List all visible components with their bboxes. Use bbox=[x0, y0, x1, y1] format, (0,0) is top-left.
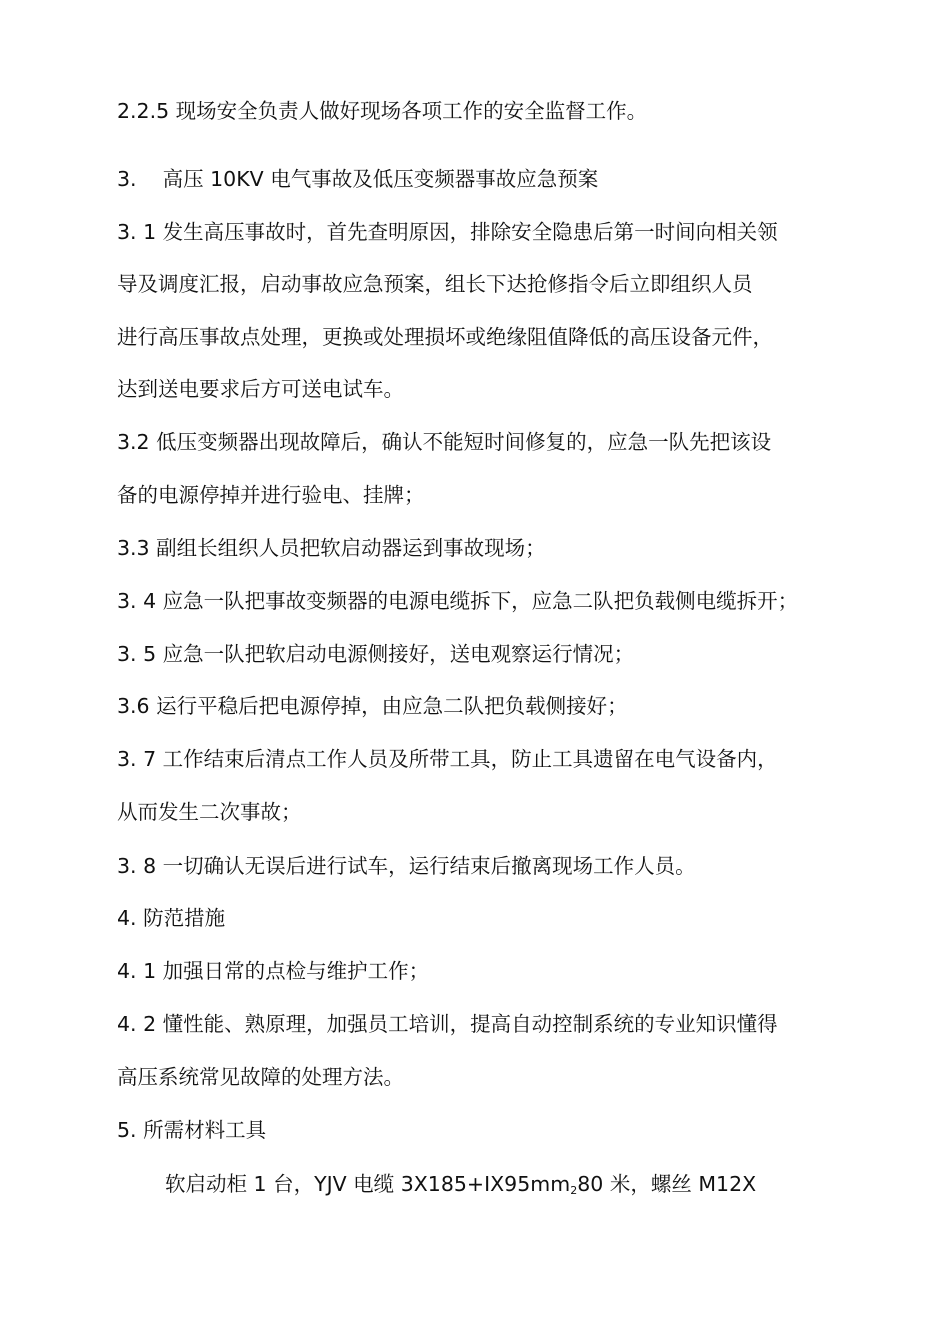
text-line-11: 3. 5 应急一队把软启动电源侧接好，送电观察运行情况； bbox=[117, 642, 635, 666]
section-heading-3: 3. 高压 10KV 电气事故及低压变频器事故应急预案 bbox=[117, 167, 599, 191]
text-line-14: 从而发生二次事故； bbox=[117, 800, 302, 824]
text-line-10: 3. 4 应急一队把事故变频器的电源电缆拆下，应急二队把负载侧电缆拆开； bbox=[117, 589, 799, 613]
materials-text-after: 80 米，螺丝 M12X bbox=[577, 1172, 757, 1196]
text-line-7: 3.2 低压变频器出现故障后，确认不能短时间修复的，应急一队先把该设 bbox=[117, 430, 772, 454]
text-line-5: 进行高压事故点处理，更换或处理损坏或绝缘阻值降低的高压设备元件， bbox=[117, 325, 773, 349]
text-line-6: 达到送电要求后方可送电试车。 bbox=[117, 377, 404, 401]
unit-subscript: 2 bbox=[570, 1184, 578, 1197]
text-line-17: 4. 1 加强日常的点检与维护工作； bbox=[117, 959, 430, 983]
text-line-18: 4. 2 懂性能、熟原理，加强员工培训，提高自动控制系统的专业知识懂得 bbox=[117, 1012, 778, 1036]
text-line-3: 3. 1 发生高压事故时，首先查明原因，排除安全隐患后第一时间向相关领 bbox=[117, 220, 778, 244]
text-line-8: 备的电源停掉并进行验电、挂牌； bbox=[117, 483, 425, 507]
materials-line bbox=[165, 1170, 756, 1205]
text-line-19: 高压系统常见故障的处理方法。 bbox=[117, 1065, 404, 1089]
materials-text-before: 软启动柜 1 台，YJV 电缆 3X185+IX95mm bbox=[165, 1172, 571, 1196]
text-line-1: 2.2.5 现场安全负责人做好现场各项工作的安全监督工作。 bbox=[117, 99, 648, 123]
text-line-12: 3.6 运行平稳后把电源停掉，由应急二队把负载侧接好； bbox=[117, 694, 628, 718]
section-heading-5: 5. 所需材料工具 bbox=[117, 1118, 267, 1142]
text-line-13: 3. 7 工作结束后清点工作人员及所带工具，防止工具遗留在电气设备内， bbox=[117, 747, 778, 771]
text-line-15: 3. 8 一切确认无误后进行试车，运行结束后撤离现场工作人员。 bbox=[117, 854, 696, 878]
section-heading-4: 4. 防范措施 bbox=[117, 906, 226, 930]
text-line-4: 导及调度汇报，启动事故应急预案，组长下达抢修指令后立即组织人员 bbox=[117, 272, 753, 296]
text-line-9: 3.3 副组长组织人员把软启动器运到事故现场； bbox=[117, 536, 546, 560]
